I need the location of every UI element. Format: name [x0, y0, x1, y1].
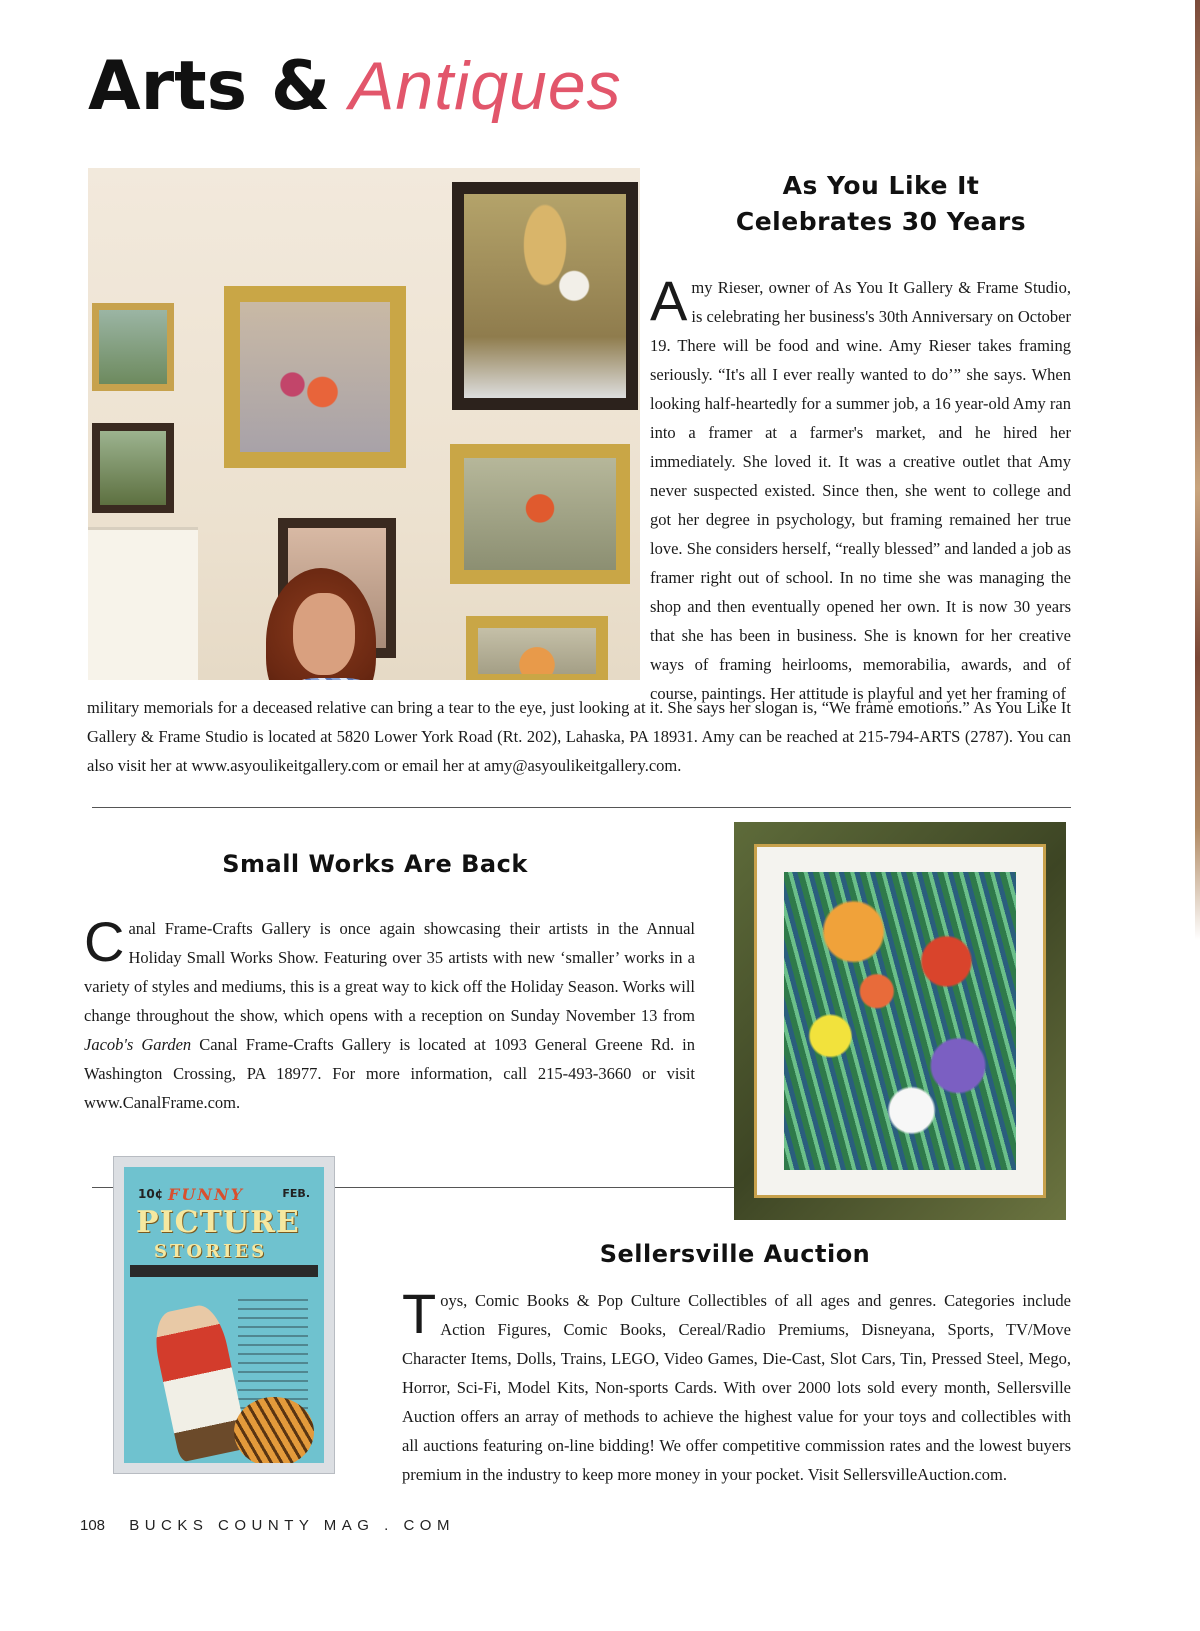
article2-body	[84, 910, 695, 1117]
page-title	[88, 47, 622, 126]
comic-price: 10¢	[138, 1187, 164, 1201]
photo-frame-small-left	[92, 303, 174, 391]
article2-body-italic: Jacob's Garden	[84, 1035, 192, 1054]
article1-body-text: my Rieser, owner of As You It Gallery & Frame Studio, is celebrating her business's 30th Anniversary on October 19. There will be food and wine. Amy Rieser takes framing seriously. “It's all I ever really wanted to do’” she says. When looking half-heartedly for a summer job, a 16 year-old Amy ran into a framer at a farmer's market, and he hired her immediately. She loved it. It was a creative outlet that Amy never suspected existed. Since then, she went to college and got her degree in psychology, but framing remained her true love. She considers herself, “really blessed” and landed a job as framer right out of school. In no time she was managing the shop and then eventually opened her own. It is now 30 years that she has been in business. She is known for her creative ways of framing heirlooms, memorabilia, awards, and of course, paintings. Her attitude is playful and yet her framing of	[650, 278, 1071, 703]
article2-dropcap: C	[84, 910, 125, 973]
article1-headline	[650, 168, 1112, 240]
comic-stories: STORIES	[154, 1241, 268, 1262]
page-number: 108	[80, 1517, 106, 1534]
painting-flowers	[784, 872, 1016, 1170]
comic-text-block	[238, 1299, 308, 1409]
page-footer	[80, 1517, 455, 1534]
article3-headline: Sellersville Auction	[599, 1240, 871, 1268]
article3-dropcap: T	[402, 1282, 437, 1345]
article1-body-continued: military memorials for a deceased relative can bring a tear to the eye, just looking at it. She says her slogan is, “We frame emotions.” As You Like It Gallery & Frame Studio is located at 5820 Lower York Road (Rt. 202), Lahaska, PA 18931. Amy can be reached at 215-794-ARTS (2787). You can also visit her at www.asyoulikeitgallery.com or email her at amy@asyoulikeitgallery.com.	[87, 698, 1071, 775]
comic-cover	[124, 1167, 324, 1463]
article1-headline-line1: As You Like It	[782, 171, 980, 200]
footer-site: BUCKS COUNTY MAG . COM	[129, 1517, 455, 1534]
comic-book-photo	[113, 1156, 335, 1474]
photo-frame-gold-large	[224, 286, 406, 468]
article1-body	[650, 269, 1071, 708]
page-edge-stripe	[1195, 0, 1200, 940]
divider-rule-1	[92, 807, 1071, 808]
comic-picture: PICTURE	[136, 1205, 300, 1240]
photo-frame-gold-bottom	[466, 616, 608, 680]
page-title-bold: Arts &	[88, 47, 331, 126]
photo-frame-dark-left	[92, 423, 174, 513]
comic-month: FEB.	[282, 1187, 310, 1200]
photo-person-face	[293, 593, 355, 675]
article1-dropcap: A	[650, 269, 688, 332]
article3-body	[402, 1282, 1071, 1489]
gallery-photo	[88, 168, 640, 680]
comic-tiger	[234, 1397, 314, 1463]
photo-frame-dark-top	[452, 182, 638, 410]
comic-band	[130, 1265, 318, 1277]
article1-headline-line2: Celebrates 30 Years	[735, 207, 1027, 236]
framed-floral-painting	[734, 822, 1066, 1220]
article2-body-a: anal Frame-Crafts Gallery is once again showcasing their artists in the Annual Holiday Small Works Show. Featuring over 35 artists with new ‘smaller’ works in a variety of styles and mediums, this is a great way to kick off the Holiday Season. Works will change throughout the show, which opens with a reception on Sunday November 13 from	[84, 919, 695, 1025]
page-title-light: Antiques	[349, 48, 622, 124]
article3-body-text: oys, Comic Books & Pop Culture Collectibles of all ages and genres. Categories include Action Figures, Comic Books, Cereal/Radio Premiums, Disneyana, Sports, TV/Move Character Items, Dolls, Trains, LEGO, Video Games, Die-Cast, Slot Cars, Tin, Pressed Steel, Mego, Horror, Sci-Fi, Model Kits, Non-sports Cards. With over 2000 lots sold every month, Sellersville Auction offers an array of methods to achieve the highest value for your toys and collectibles with all auctions featuring on-line bidding! We offer competitive commission rates and the lowest buyers premium in the industry to keep more money in your pocket. Visit SellersvilleAuction.com.	[402, 1291, 1071, 1484]
photo-wainscot	[88, 527, 198, 680]
comic-funny: FUNNY	[168, 1185, 244, 1204]
photo-frame-gold-flowers	[450, 444, 630, 584]
article2-headline: Small Works Are Back	[222, 850, 528, 878]
article2-body-b: Canal Frame-Crafts Gallery is located at 1093 General Greene Rd. in Washington Crossing, PA 18977. For more information, call 215-493-3660 or visit www.CanalFrame.com.	[84, 1035, 695, 1112]
